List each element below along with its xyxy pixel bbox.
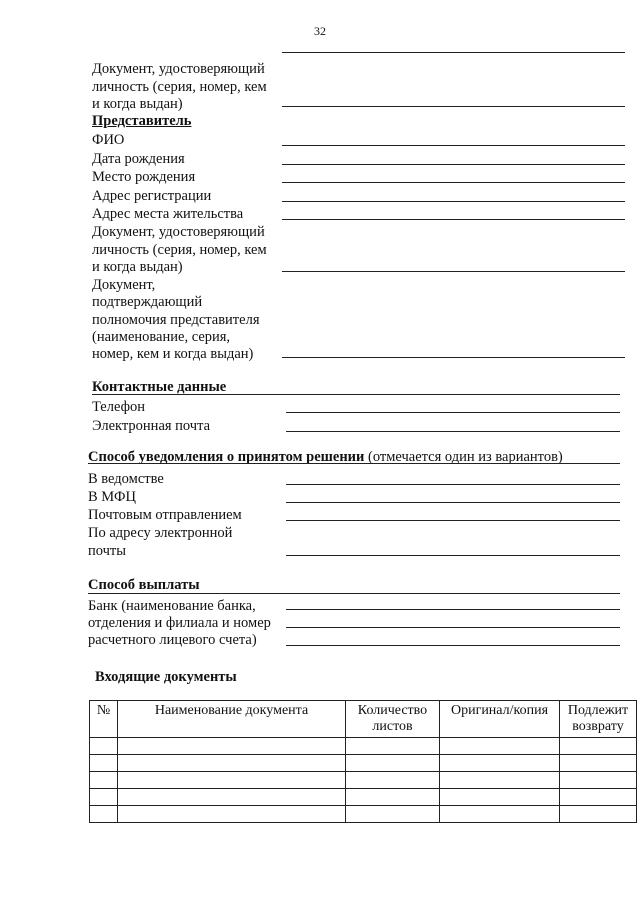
notify-email-label-2: почты <box>88 543 127 559</box>
notify-post-label: Почтовым отправлением <box>88 507 242 523</box>
rep-fio-field[interactable] <box>282 145 625 146</box>
notify-office-field[interactable] <box>286 484 620 485</box>
cell-sheets[interactable] <box>346 738 440 755</box>
payment-heading-rule <box>88 593 620 594</box>
table-row <box>90 755 637 772</box>
cell-sheets[interactable] <box>346 789 440 806</box>
applicant-doc-field[interactable] <box>282 106 625 107</box>
rep-res-address-field[interactable] <box>282 219 625 220</box>
bank-label-2: отделения и филиала и номер <box>88 615 271 631</box>
payment-heading: Способ выплаты <box>88 577 200 593</box>
cell-return[interactable] <box>560 772 637 789</box>
contacts-heading: Контактные данные <box>92 379 227 395</box>
notify-email-field[interactable] <box>286 555 620 556</box>
col-doc-name-header: Наименование документа <box>118 701 346 738</box>
notification-heading: Способ уведомления о принятом решении <box>88 449 365 465</box>
bank-label-1: Банк (наименование банка, <box>88 598 256 614</box>
bank-field-2[interactable] <box>286 627 620 628</box>
contacts-heading-rule <box>92 394 620 395</box>
applicant-doc-label-2: личность (серия, номер, кем <box>92 79 267 95</box>
rep-authority-label-4: (наименование, серия, <box>92 329 231 345</box>
cell-return[interactable] <box>560 755 637 772</box>
applicant-doc-label-1: Документ, удостоверяющий <box>92 61 265 77</box>
phone-label: Телефон <box>92 399 145 415</box>
rep-authority-label-5: номер, кем и когда выдан) <box>92 346 254 362</box>
cell-original-copy[interactable] <box>440 806 560 823</box>
rep-authority-field[interactable] <box>282 357 625 358</box>
rep-fio-label: ФИО <box>92 132 125 148</box>
incoming-docs-heading: Входящие документы <box>95 669 237 685</box>
cell-sheets[interactable] <box>346 772 440 789</box>
rep-authority-label-3: полномочия представителя <box>92 312 260 328</box>
phone-field[interactable] <box>286 412 620 413</box>
col-number-header: № <box>90 701 118 738</box>
field-line <box>282 52 625 53</box>
cell-number[interactable] <box>90 755 118 772</box>
notify-email-label-1: По адресу электронной <box>88 525 233 541</box>
rep-birthdate-label: Дата рождения <box>92 151 185 167</box>
notify-office-label: В ведомстве <box>88 471 164 487</box>
cell-original-copy[interactable] <box>440 755 560 772</box>
rep-id-doc-label-2: личность (серия, номер, кем <box>92 242 267 258</box>
cell-return[interactable] <box>560 789 637 806</box>
rep-authority-label-2: подтверждающий <box>92 294 203 310</box>
table-row <box>90 738 637 755</box>
rep-reg-address-field[interactable] <box>282 201 625 202</box>
col-return-header: Подлежит возврату <box>560 701 637 738</box>
table-row <box>90 772 637 789</box>
page-number: 32 <box>314 24 326 38</box>
cell-return[interactable] <box>560 806 637 823</box>
cell-original-copy[interactable] <box>440 738 560 755</box>
cell-sheets[interactable] <box>346 806 440 823</box>
notification-note: (отмечается один из вариантов) <box>364 449 563 465</box>
cell-number[interactable] <box>90 738 118 755</box>
email-label: Электронная почта <box>92 418 211 434</box>
incoming-docs-table <box>89 700 637 823</box>
table-row <box>90 806 637 823</box>
rep-birthdate-field[interactable] <box>282 164 625 165</box>
rep-id-doc-field[interactable] <box>282 271 625 272</box>
rep-id-doc-label-3: и когда выдан) <box>92 259 183 275</box>
cell-doc-name[interactable] <box>118 789 346 806</box>
cell-sheets[interactable] <box>346 755 440 772</box>
rep-birthplace-label: Место рождения <box>92 169 196 185</box>
applicant-doc-label-3: и когда выдан) <box>92 96 183 112</box>
col-original-copy-header: Оригинал/копия <box>440 701 560 738</box>
cell-number[interactable] <box>90 806 118 823</box>
cell-original-copy[interactable] <box>440 789 560 806</box>
cell-return[interactable] <box>560 738 637 755</box>
representative-heading: Представитель <box>92 113 192 129</box>
rep-id-doc-label-1: Документ, удостоверяющий <box>92 224 265 240</box>
cell-original-copy[interactable] <box>440 772 560 789</box>
notify-mfc-label: В МФЦ <box>88 489 136 505</box>
email-field[interactable] <box>286 431 620 432</box>
cell-number[interactable] <box>90 772 118 789</box>
cell-doc-name[interactable] <box>118 738 346 755</box>
table-header-row <box>90 701 637 738</box>
notification-heading-rule <box>88 463 620 464</box>
rep-authority-label-1: Документ, <box>92 277 156 293</box>
cell-number[interactable] <box>90 789 118 806</box>
col-sheets-header: Количество листов <box>346 701 440 738</box>
cell-doc-name[interactable] <box>118 806 346 823</box>
table-row <box>90 789 637 806</box>
notify-post-field[interactable] <box>286 520 620 521</box>
rep-res-address-label: Адрес места жительства <box>92 206 244 222</box>
notify-mfc-field[interactable] <box>286 502 620 503</box>
rep-reg-address-label: Адрес регистрации <box>92 188 212 204</box>
rep-birthplace-field[interactable] <box>282 182 625 183</box>
bank-field-3[interactable] <box>286 645 620 646</box>
bank-field-1[interactable] <box>286 609 620 610</box>
bank-label-3: расчетного лицевого счета) <box>88 632 257 648</box>
cell-doc-name[interactable] <box>118 755 346 772</box>
cell-doc-name[interactable] <box>118 772 346 789</box>
